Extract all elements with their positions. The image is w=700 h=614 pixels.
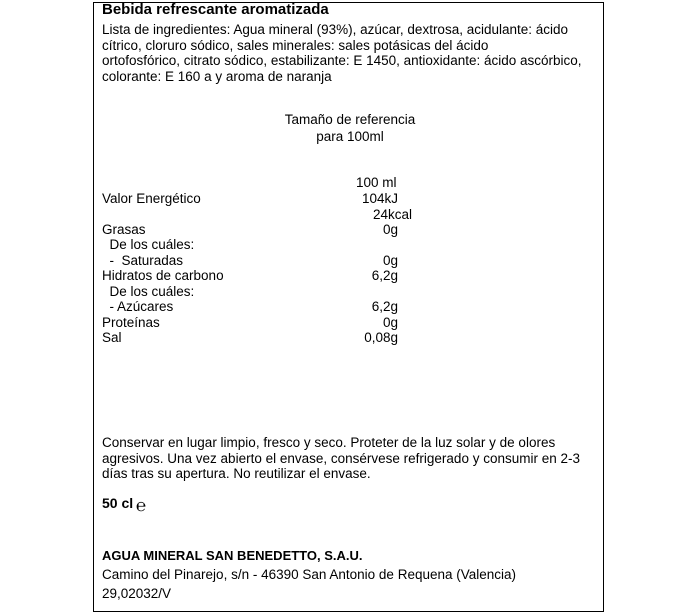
nutrition-value-carbohydrates: 6,2g: [371, 268, 398, 283]
nutrition-value-fat: 0g: [382, 222, 398, 237]
registry-number: 29,02032/V: [102, 586, 172, 601]
per-unit-heading: 100 ml: [356, 175, 397, 190]
company-address: Camino del Pinarejo, s/n - 46390 San Antonio de Requena (Valencia): [102, 567, 517, 582]
ingredients-line: Lista de ingredientes: Agua mineral (93%), azúcar, dextrosa, acidulante: ácido: [102, 22, 569, 37]
nutrition-value-salt: 0,08g: [364, 330, 398, 345]
product-title: Bebida refrescante aromatizada: [102, 1, 329, 18]
storage-line: Conservar en lugar limpio, fresco y seco. Proteter de la luz solar y de olores: [102, 435, 556, 450]
nutrition-value-energy-kj: 104kJ: [361, 191, 398, 206]
nutrition-label-fat: Grasas: [102, 222, 146, 237]
nutrition-label-carbohydrates: Hidratos de carbono: [102, 268, 224, 283]
nutrition-label-of-which: De los cuáles:: [102, 237, 195, 252]
nutrition-value-sugars: 6,2g: [371, 299, 398, 314]
nutrition-label-salt: Sal: [102, 330, 122, 345]
storage-line: agresivos. Una vez abierto el envase, consérvese refrigerado y consumir en 2-3: [102, 450, 580, 466]
storage-instructions: [102, 435, 580, 482]
ingredients-list: [102, 22, 582, 84]
nutrition-label-sugars: - Azúcares: [102, 299, 174, 314]
nutrition-value-protein: 0g: [382, 315, 398, 330]
net-volume: 50 cl: [102, 495, 134, 511]
reference-size-subheading: para 100ml: [316, 129, 384, 144]
nutrition-label-saturates: - Saturadas: [102, 253, 184, 268]
estimated-sign-icon: ℮: [136, 496, 147, 515]
nutrition-value-energy-kcal: 24kcal: [372, 207, 412, 222]
nutrition-label-of-which: De los cuáles:: [102, 284, 195, 299]
nutrition-value-saturates: 0g: [382, 253, 398, 268]
storage-line: días tras su apertura. No reutilizar el envase.: [102, 466, 371, 482]
ingredients-line: colorante: E 160 a y aroma de naranja: [102, 68, 332, 84]
nutrition-label-protein: Proteínas: [102, 315, 160, 330]
ingredients-line: ortofosfórico, citrato sódico, estabilizante: E 1450, antioxidante: ácido ascórbico,: [102, 53, 582, 69]
reference-size-heading: Tamaño de referencia: [284, 112, 416, 127]
company-name: AGUA MINERAL SAN BENEDETTO, S.A.U.: [102, 548, 363, 563]
ingredients-line: cítrico, cloruro sódico, sales minerales: sales potásicas del ácido: [102, 37, 489, 53]
nutrition-label-energy: Valor Energético: [102, 191, 201, 206]
